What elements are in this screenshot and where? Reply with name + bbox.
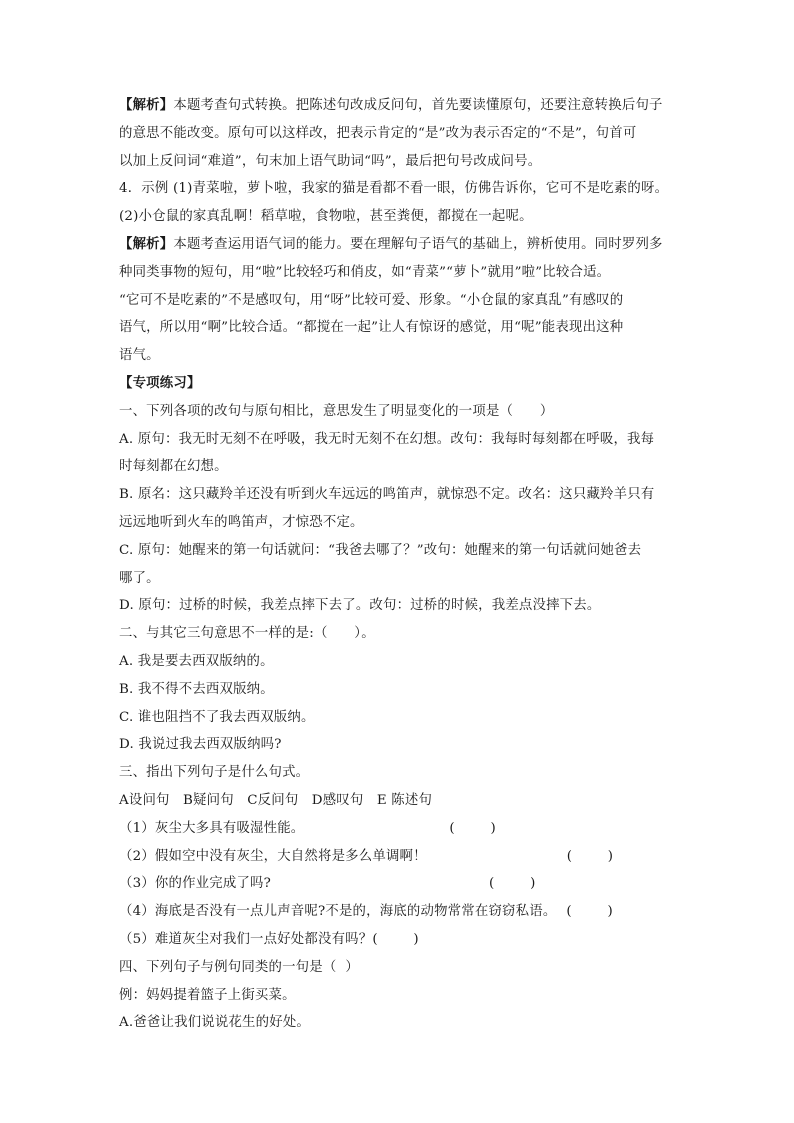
- answer-blank[interactable]: ( ): [449, 820, 496, 836]
- q3-item-3: [119, 870, 691, 898]
- q4-option-a: A.爸爸让我们说说花生的好处。: [119, 1015, 311, 1031]
- q4-stem: 四、下列句子与例句同类的一句是（ ）: [119, 959, 359, 975]
- analysis2-line-4: 语气，所以用“啊”比较合适。“都搅在一起”让人有惊讶的感觉，用“呢”能表现出这种: [119, 320, 624, 336]
- q3-stem: 三、指出下列句子是什么句式。: [119, 765, 310, 781]
- q3-item-4: [119, 898, 691, 926]
- answer-blank[interactable]: ( ): [566, 848, 614, 864]
- analysis1-line-3: 以加上反问词“难道”，句末加上语气助词“吗”，最后把句号改成问号。: [119, 153, 542, 169]
- q2-option-a: A. 我是要去西双版纳的。: [119, 653, 274, 669]
- analysis2-line-1: [119, 231, 691, 259]
- q2-option-c: C. 谁也阻挡不了我去西双版纳。: [119, 709, 315, 725]
- analysis-label: 【解析】: [119, 235, 174, 252]
- analysis1-line-1: [119, 92, 691, 120]
- q3-item-text: （5）难道灰尘对我们一点好处都没有吗？: [119, 931, 373, 947]
- q1-line-6: 哪了。: [119, 570, 160, 586]
- q3-item-5: [119, 926, 691, 954]
- analysis2-line-3: “它可不是吃素的”不是感叹句，用“呀”比较可爱、形象。“小仓鼠的家真乱”有感叹的: [119, 292, 624, 308]
- q3-item-2: [119, 843, 691, 871]
- q4-example: 例：妈妈提着篮子上街买菜。: [119, 987, 296, 1003]
- document-page: [119, 92, 691, 1037]
- q1-stem: 一、下列各项的改句与原句相比，意思发生了明显变化的一项是（ ）: [119, 403, 554, 419]
- practice-heading: 【专项练习】: [119, 374, 201, 391]
- q1-line-3: B. 原名：这只藏羚羊还没有听到火车远远的鸣笛声，就惊恐不定。改名：这只藏羚羊只有: [119, 487, 655, 503]
- q3-item-text: （2）假如空中没有灰尘，大自然将是多么单调啊！: [119, 848, 427, 864]
- q3-choices: A设问句 B疑问句 C反问句 D感叹句 E 陈述句: [119, 792, 433, 808]
- answer-blank[interactable]: ( ): [372, 931, 419, 947]
- q1-line-2: 时每刻都在幻想。: [119, 459, 228, 475]
- q2-option-d: D. 我说过我去西双版纳吗?: [119, 737, 282, 753]
- analysis2-line-5: 语气。: [119, 348, 160, 364]
- q2-option-b: B. 我不得不去西双版纳。: [119, 681, 274, 697]
- analysis2-line-2: 种同类事物的短句，用“啦”比较轻巧和俏皮，如“青菜”“萝卜”就用”啦”比较合适。: [119, 264, 611, 280]
- analysis-text: 本题考查运用语气词的能力。要在理解句子语气的基础上，辨析使用。同时罗列多: [173, 236, 663, 252]
- q1-line-7: D. 原句：过桥的时候，我差点摔下去了。改句：过桥的时候，我差点没摔下去。: [119, 598, 601, 614]
- q1-line-4: 远远地听到火车的鸣笛声，才惊恐不定。: [119, 514, 364, 530]
- q3-item-text: （3）你的作业完成了吗?: [119, 876, 272, 892]
- example4-line-1: 4．示例 (1)青菜啦，萝卜啦，我家的猫是看都不看一眼，仿佛告诉你，它可不是吃素的呀。: [119, 181, 669, 197]
- q3-item-text: （4）海底是否没有一点儿声音呢?不是的，海底的动物常常在窃窃私语。: [119, 904, 557, 920]
- q1-line-1: A. 原句：我无时无刻不在呼吸，我无时无刻不在幻想。改句：我每时每刻都在呼吸，我每: [119, 431, 655, 447]
- answer-blank[interactable]: ( ): [566, 904, 613, 920]
- q3-item-text: （1）灰尘大多具有吸湿性能。: [119, 820, 305, 836]
- q3-item-1: [119, 815, 691, 843]
- q2-stem: 二、与其它三句意思不一样的是:（ ）。: [119, 626, 375, 642]
- answer-blank[interactable]: ( ): [489, 876, 536, 892]
- analysis-text: 本题考查句式转换。把陈述句改成反问句，首先要读懂原句，还要注意转换后句子: [173, 98, 663, 113]
- q1-line-5: C. 原句：她醒来的第一句话就问：“我爸去哪了？”改句：她醒来的第一句话就问她爸去: [119, 542, 642, 558]
- example4-line-2: (2)小仓鼠的家真乱啊！稻草啦，食物啦，甚至粪便，都搅在一起呢。: [119, 209, 533, 225]
- analysis-label: 【解析】: [119, 97, 174, 113]
- analysis1-line-2: 的意思不能改变。原句可以这样改，把表示肯定的“是”改为表示否定的“不是”，句首可: [119, 125, 637, 141]
